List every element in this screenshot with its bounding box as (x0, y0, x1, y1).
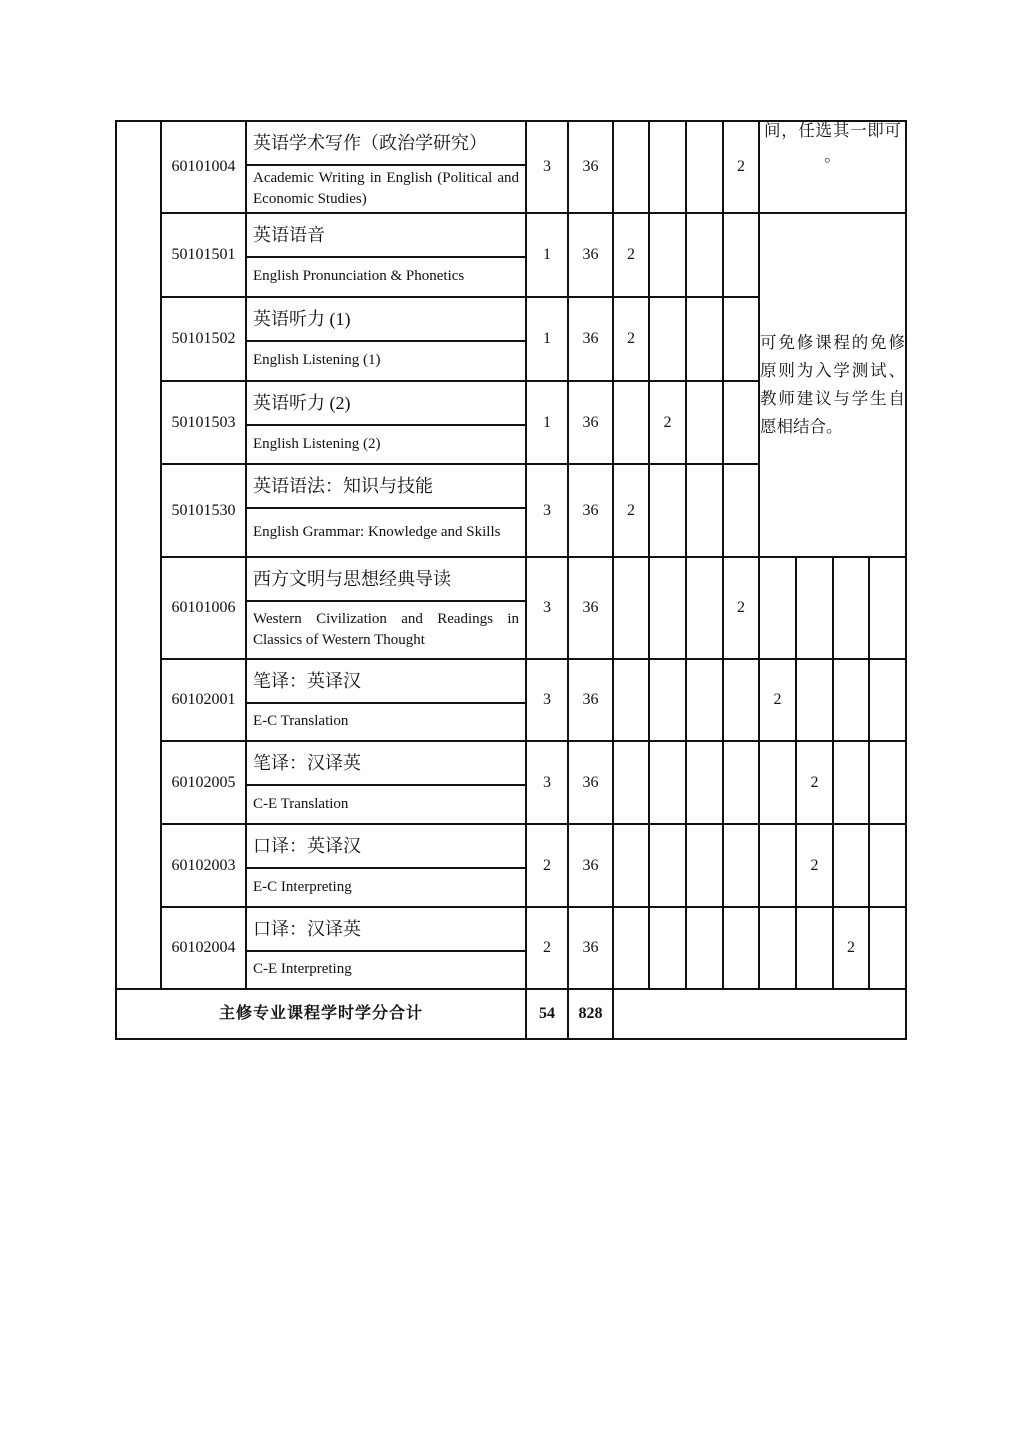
course-hours: 36 (568, 907, 613, 989)
course-name-cell (246, 381, 526, 464)
semester-credit-cell (686, 121, 723, 213)
semester-credit-cell: 2 (833, 907, 869, 989)
course-name-cell (246, 907, 526, 989)
semester-credit-cell (613, 907, 649, 989)
semester-credit-cell (723, 213, 759, 297)
course-credits: 3 (526, 741, 568, 824)
total-label-cell: 主修专业课程学时学分合计 (116, 989, 526, 1039)
course-hours: 36 (568, 297, 613, 381)
category-column-cell (116, 121, 161, 989)
semester-credit-cell (649, 741, 686, 824)
course-name-en: Western Civilization and Readings in Classics of Western Thought (253, 610, 519, 648)
semester-credit-cell (613, 121, 649, 213)
semester-credit-cell (833, 824, 869, 907)
semester-credit-cell (686, 907, 723, 989)
course-name-zh: 笔译：汉译英 (253, 752, 361, 773)
total-hours-cell: 828 (568, 989, 613, 1039)
course-name-zh: 英语学术写作（政治学研究） (253, 132, 487, 153)
total-empty-cell (613, 989, 906, 1039)
semester-credit-cell (869, 659, 906, 741)
course-name-en: Academic Writing in English (Political and Economic Studies) (253, 170, 519, 207)
course-name-zh: 西方文明与思想经典导读 (253, 568, 451, 589)
semester-credit-cell (869, 741, 906, 824)
course-name-en: English Listening (1) (253, 352, 381, 369)
semester-credit-cell (649, 297, 686, 381)
course-name-cell (246, 824, 526, 907)
exemption-note-text: 可免修课程的免修原则为入学测试、教师建议与学生自愿相结合。 (760, 333, 905, 436)
course-credits: 1 (526, 213, 568, 297)
course-hours: 36 (568, 121, 613, 213)
semester-credit-cell (686, 824, 723, 907)
course-name-zh: 英语语法：知识与技能 (253, 475, 433, 496)
course-name-en: English Grammar: Knowledge and Skills (253, 523, 501, 540)
course-name-en: C-E Interpreting (253, 961, 352, 978)
course-name-zh: 英语语音 (253, 224, 325, 245)
semester-credit-cell (613, 741, 649, 824)
course-name-en: E-C Translation (253, 713, 349, 730)
semester-credit-cell: 2 (723, 121, 759, 213)
semester-credit-cell: 2 (759, 659, 796, 741)
course-code: 50101502 (161, 297, 246, 381)
semester-credit-cell (686, 464, 723, 557)
course-row (116, 824, 906, 907)
note-continued-cell (759, 121, 906, 213)
semester-credit-cell (649, 907, 686, 989)
course-hours: 36 (568, 557, 613, 659)
course-name-cell (246, 557, 526, 659)
semester-credit-cell (686, 557, 723, 659)
course-hours: 36 (568, 381, 613, 464)
semester-credit-cell: 2 (649, 381, 686, 464)
course-row (116, 741, 906, 824)
course-credits: 3 (526, 121, 568, 213)
course-hours: 36 (568, 464, 613, 557)
semester-credit-cell (759, 741, 796, 824)
semester-credit-cell (723, 464, 759, 557)
course-credits: 2 (526, 824, 568, 907)
course-name-zh: 口译：英译汉 (253, 835, 361, 856)
semester-credit-cell: 2 (613, 213, 649, 297)
semester-credit-cell (649, 213, 686, 297)
semester-credit-cell (649, 824, 686, 907)
course-row (116, 557, 906, 659)
semester-credit-cell (649, 121, 686, 213)
note-continued-line2: 。 (824, 145, 841, 165)
semester-credit-cell (833, 557, 869, 659)
semester-credit-cell: 2 (796, 824, 833, 907)
course-row (116, 659, 906, 741)
course-credits: 3 (526, 557, 568, 659)
course-code: 60102003 (161, 824, 246, 907)
course-code: 60102001 (161, 659, 246, 741)
semester-credit-cell: 2 (613, 297, 649, 381)
total-row (116, 989, 906, 1039)
course-name-cell (246, 659, 526, 741)
semester-credit-cell (649, 557, 686, 659)
semester-credit-cell (869, 824, 906, 907)
course-hours: 36 (568, 824, 613, 907)
course-name-zh: 英语听力 (1) (253, 308, 351, 329)
semester-credit-cell (723, 297, 759, 381)
course-name-zh: 英语听力 (2) (253, 392, 351, 413)
course-hours: 36 (568, 659, 613, 741)
semester-credit-cell (759, 824, 796, 907)
exemption-note-cell (759, 213, 906, 557)
semester-credit-cell (833, 659, 869, 741)
course-row (116, 121, 906, 213)
course-code: 60101006 (161, 557, 246, 659)
course-name-cell (246, 297, 526, 381)
course-code: 50101530 (161, 464, 246, 557)
semester-credit-cell: 2 (796, 741, 833, 824)
semester-credit-cell (613, 381, 649, 464)
semester-credit-cell: 2 (613, 464, 649, 557)
semester-credit-cell (723, 381, 759, 464)
course-code: 50101501 (161, 213, 246, 297)
semester-credit-cell (686, 381, 723, 464)
note-continued-line1: 间，任选其一即可 (764, 120, 901, 140)
semester-credit-cell (869, 557, 906, 659)
course-credits: 2 (526, 907, 568, 989)
semester-credit-cell (649, 464, 686, 557)
course-name-cell (246, 464, 526, 557)
semester-credit-cell (613, 557, 649, 659)
semester-credit-cell (723, 741, 759, 824)
semester-credit-cell (723, 907, 759, 989)
course-name-en: C-E Translation (253, 795, 349, 812)
course-code: 60101004 (161, 121, 246, 213)
course-name-cell (246, 121, 526, 213)
course-credits: 3 (526, 464, 568, 557)
semester-credit-cell (649, 659, 686, 741)
total-credits-cell: 54 (526, 989, 568, 1039)
course-hours: 36 (568, 213, 613, 297)
semester-credit-cell (759, 557, 796, 659)
semester-credit-cell (796, 557, 833, 659)
course-name-zh: 口译：汉译英 (253, 918, 361, 939)
semester-credit-cell (796, 907, 833, 989)
course-name-en: English Pronunciation & Phonetics (253, 268, 465, 285)
semester-credit-cell (833, 741, 869, 824)
course-name-en: English Listening (2) (253, 435, 381, 452)
course-code: 60102005 (161, 741, 246, 824)
semester-credit-cell (686, 213, 723, 297)
course-credits: 1 (526, 381, 568, 464)
semester-credit-cell (613, 824, 649, 907)
course-hours: 36 (568, 741, 613, 824)
course-name-cell (246, 213, 526, 297)
semester-credit-cell (686, 659, 723, 741)
semester-credit-cell (869, 907, 906, 989)
course-code: 50101503 (161, 381, 246, 464)
semester-credit-cell (759, 907, 796, 989)
semester-credit-cell (686, 297, 723, 381)
curriculum-table (115, 120, 907, 1040)
course-code: 60102004 (161, 907, 246, 989)
course-credits: 3 (526, 659, 568, 741)
course-row (116, 213, 906, 297)
course-name-en: E-C Interpreting (253, 878, 352, 895)
course-credits: 1 (526, 297, 568, 381)
semester-credit-cell (723, 659, 759, 741)
semester-credit-cell (796, 659, 833, 741)
semester-credit-cell (686, 741, 723, 824)
course-row (116, 907, 906, 989)
course-name-cell (246, 741, 526, 824)
semester-credit-cell (723, 824, 759, 907)
course-name-zh: 笔译：英译汉 (253, 670, 361, 691)
semester-credit-cell (613, 659, 649, 741)
semester-credit-cell: 2 (723, 557, 759, 659)
